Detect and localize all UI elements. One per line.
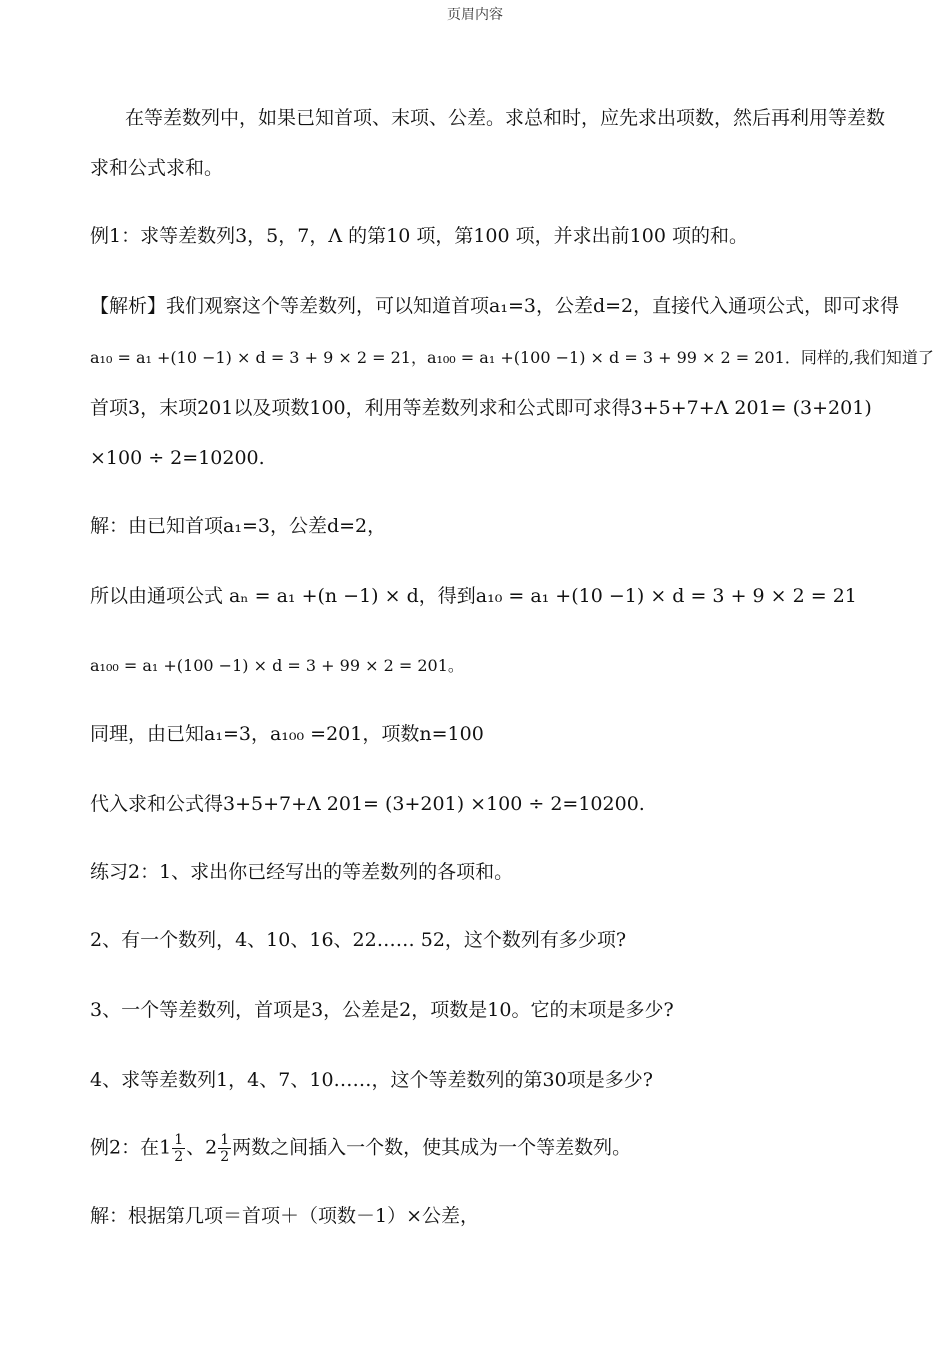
solution-line-5: 代入求和公式得3+5+7+Λ 201= (3+201) ×100 ÷ 2=10200. [90, 793, 645, 815]
solution-line-3: a₁₀₀ = a₁ +(100 −1) × d = 3 + 99 × 2 = 201。 [90, 656, 464, 675]
exercise-2-item-3: 3、一个等差数列，首项是3，公差是2，项数是10。它的末项是多少? [90, 999, 674, 1021]
solution-line-2: 所以由通项公式 aₙ = a₁ +(n −1) × d，得到a₁₀ = a₁ +(10 −1) × d = 3 + 9 × 2 = 21 [90, 585, 857, 607]
exercise-2-item-4: 4、求等差数列1，4、7、10……，这个等差数列的第30项是多少? [90, 1069, 653, 1091]
example-1-question: 例1：求等差数列3，5，7，Λ 的第10 项，第100 项，并求出前100 项的和。 [90, 225, 748, 247]
solution-line-1: 解：由已知首项a₁=3，公差d=2， [90, 515, 387, 537]
fraction-denominator: 2 [174, 1149, 184, 1165]
example-2-question [90, 1132, 631, 1165]
analysis-line-1: 【解析】我们观察这个等差数列，可以知道首项a₁=3，公差d=2，直接代入通项公式，即可求得 [90, 295, 900, 317]
paragraph-intro-line-2: 求和公式求和。 [90, 157, 224, 179]
exercise-2-item-1: 练习2：1、求出你已经写出的等差数列的各项和。 [90, 861, 514, 883]
fraction-one-half-a [172, 1132, 185, 1165]
fraction-numerator: 1 [174, 1132, 184, 1148]
example-2-text-a: 例2：在1 [90, 1136, 172, 1159]
example-2-solution: 解：根据第几项＝首项＋（项数－1）×公差， [90, 1205, 480, 1227]
exercise-2-item-2: 2、有一个数列，4、10、16、22…… 52，这个数列有多少项? [90, 929, 627, 951]
example-2-text-c: 两数之间插入一个数，使其成为一个等差数列。 [232, 1136, 632, 1159]
analysis-line-3: 首项3，末项201以及项数100，利用等差数列求和公式即可求得3+5+7+Λ 201= (3+201) [90, 397, 872, 419]
example-2-text-b: 、2 [186, 1136, 218, 1159]
fraction-one-half-b [218, 1132, 231, 1165]
analysis-formula-line: a₁₀ = a₁ +(10 −1) × d = 3 + 9 × 2 = 21，a₁₀₀ = a₁ +(100 −1) × d = 3 + 99 × 2 = 201．同样的,我们知道了 [90, 348, 934, 367]
page-header: 页眉内容 [447, 7, 503, 23]
analysis-line-4: ×100 ÷ 2=10200. [90, 447, 265, 469]
fraction-denominator: 2 [220, 1149, 230, 1165]
solution-line-4: 同理，由已知a₁=3，a₁₀₀ =201，项数n=100 [90, 723, 484, 745]
fraction-numerator: 1 [220, 1132, 230, 1148]
paragraph-intro-line-1: 在等差数列中，如果已知首项、末项、公差。求总和时，应先求出项数，然后再利用等差数 [125, 107, 886, 129]
